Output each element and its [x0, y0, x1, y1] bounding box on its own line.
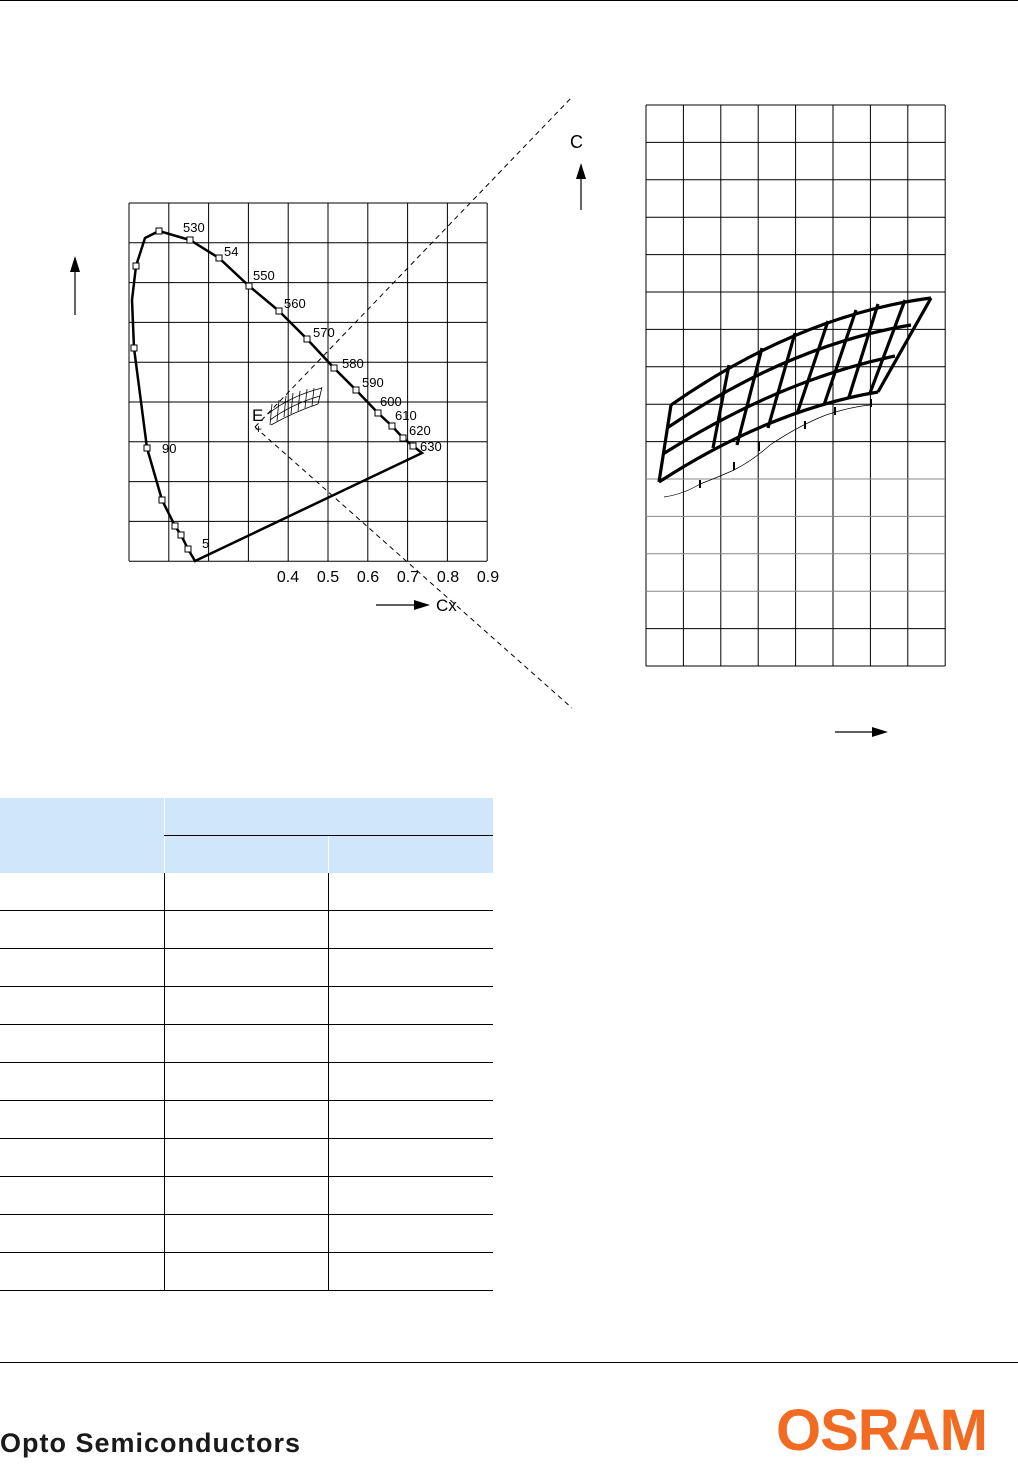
wavelength-label: 550: [253, 268, 275, 283]
right-y-arrowhead: [576, 163, 586, 179]
bin-grid: [659, 298, 931, 482]
table-cell: [328, 1063, 493, 1101]
locus-marker: [276, 308, 282, 314]
x-tick-label: 0.4: [276, 569, 300, 586]
left-y-arrowhead: [70, 256, 80, 272]
table-cell: [164, 949, 328, 987]
brace-tick: [758, 441, 760, 451]
table-cell: [0, 1139, 164, 1177]
table-row: [0, 911, 493, 949]
table-cell: [0, 873, 164, 911]
table-header-cell: [164, 798, 493, 836]
x-axis-label: Cx: [436, 596, 457, 615]
wavelength-label: 600: [380, 394, 402, 409]
table-row: [0, 1177, 493, 1215]
wavelength-label: 580: [342, 356, 364, 371]
locus-marker: [156, 228, 162, 234]
bin-row-line: [667, 325, 911, 428]
table-cell: [164, 1177, 328, 1215]
table-cell: [164, 1101, 328, 1139]
right-x-arrowhead: [872, 727, 888, 737]
table-body: [0, 873, 493, 1291]
locus-marker: [304, 336, 310, 342]
table-row: [0, 873, 493, 911]
wavelength-label: 530: [183, 220, 205, 235]
x-tick-label: 0.8: [436, 569, 460, 586]
locus-marker: [172, 523, 178, 529]
locus-marker: [400, 435, 406, 441]
mini-grid-line: [305, 389, 307, 408]
wavelength-label: 570: [313, 325, 335, 340]
white-point-marker: +: [255, 422, 263, 436]
table-cell: [164, 1139, 328, 1177]
locus-marker: [159, 497, 165, 503]
table-cell: [164, 911, 328, 949]
wavelength-label: 630: [420, 439, 442, 454]
mini-bin-grid: [268, 387, 322, 425]
brace-line: [664, 405, 870, 497]
table-row: [0, 1025, 493, 1063]
x-tick-label: 0.7: [396, 569, 420, 586]
table-cell: [328, 873, 493, 911]
locus-marker: [185, 546, 191, 552]
table-cell: [328, 1177, 493, 1215]
table-cell: [164, 1063, 328, 1101]
x-tick-label: 0.9: [476, 569, 500, 586]
table-header-cell: [164, 836, 328, 874]
zoom-line-lower: [255, 427, 572, 708]
x-tick-label: 0.5: [316, 569, 340, 586]
table-cell: [0, 1215, 164, 1253]
wavelength-label: 54: [224, 244, 239, 259]
table-cell: [0, 1253, 164, 1291]
company-name: Opto Semiconductors: [0, 1428, 302, 1458]
right-y-axis-label: C: [570, 132, 583, 152]
table-cell: [0, 987, 164, 1025]
table-row: [0, 1101, 493, 1139]
locus-marker: [246, 283, 252, 289]
table-cell: [0, 1101, 164, 1139]
table-cell: [0, 949, 164, 987]
table-cell: [328, 911, 493, 949]
wavelength-label: 90: [162, 441, 177, 456]
table-cell: [164, 987, 328, 1025]
table-header-cell: [0, 798, 164, 873]
white-point-label: E: [252, 406, 264, 425]
table-cell: [0, 1025, 164, 1063]
spectral-locus: [132, 231, 422, 561]
table-cell: [0, 911, 164, 949]
table-cell: [328, 1139, 493, 1177]
table-cell: [328, 949, 493, 987]
osram-logo: OSRAM: [776, 1398, 987, 1463]
table-cell: [164, 1025, 328, 1063]
table-cell: [328, 1215, 493, 1253]
locus-marker: [187, 237, 193, 243]
bin-col-line: [797, 321, 828, 414]
locus-marker: [410, 443, 416, 449]
table-cell: [0, 1063, 164, 1101]
table-cell: [328, 987, 493, 1025]
table-row: [0, 987, 493, 1025]
mini-grid-line: [270, 404, 272, 425]
x-tick-label: 0.6: [356, 569, 380, 586]
table-cell: [0, 1177, 164, 1215]
zoom-line-upper: [255, 97, 572, 427]
table-row: [0, 949, 493, 987]
brace-tick: [804, 421, 806, 429]
brace-tick: [834, 407, 836, 415]
table-cell: [328, 1025, 493, 1063]
locus-marker: [133, 263, 139, 269]
locus-marker: [216, 255, 222, 261]
bin-col-line: [878, 298, 931, 392]
table-cell: [328, 1101, 493, 1139]
locus-marker: [375, 410, 381, 416]
locus-marker: [331, 365, 337, 371]
table-row: [0, 1215, 493, 1253]
locus-marker: [353, 387, 359, 393]
bin-col-line: [659, 405, 671, 482]
table-row: [0, 1253, 493, 1291]
x-arrowhead: [414, 600, 430, 610]
locus-marker: [389, 423, 395, 429]
mini-grid-line: [284, 396, 286, 417]
bin-braces: [664, 405, 870, 497]
wavelength-label: 5: [202, 536, 210, 551]
footer-rule: [0, 1362, 1018, 1363]
bin-table: [0, 798, 493, 1291]
table-cell: [328, 1253, 493, 1291]
wavelength-label: 610: [395, 408, 417, 423]
locus-marker: [131, 345, 137, 351]
table-cell: [164, 1253, 328, 1291]
table-cell: [164, 873, 328, 911]
mini-grid-line: [291, 393, 293, 414]
wavelength-label: 620: [409, 423, 431, 438]
mini-grid-line: [277, 400, 279, 421]
table-cell: [164, 1215, 328, 1253]
mini-grid-line: [298, 391, 300, 411]
table-header-cell: [328, 836, 493, 874]
brace-tick: [870, 399, 872, 407]
locus-marker: [178, 532, 184, 538]
mini-grid-line: [318, 387, 322, 404]
table-row: [0, 1139, 493, 1177]
wavelength-label: 560: [284, 296, 306, 311]
bin-row-line: [671, 298, 931, 405]
brace-tick: [733, 462, 735, 470]
wavelength-label: 590: [362, 375, 384, 390]
locus-marker: [144, 445, 150, 451]
brace-tick: [699, 480, 701, 488]
table-row: [0, 1063, 493, 1101]
